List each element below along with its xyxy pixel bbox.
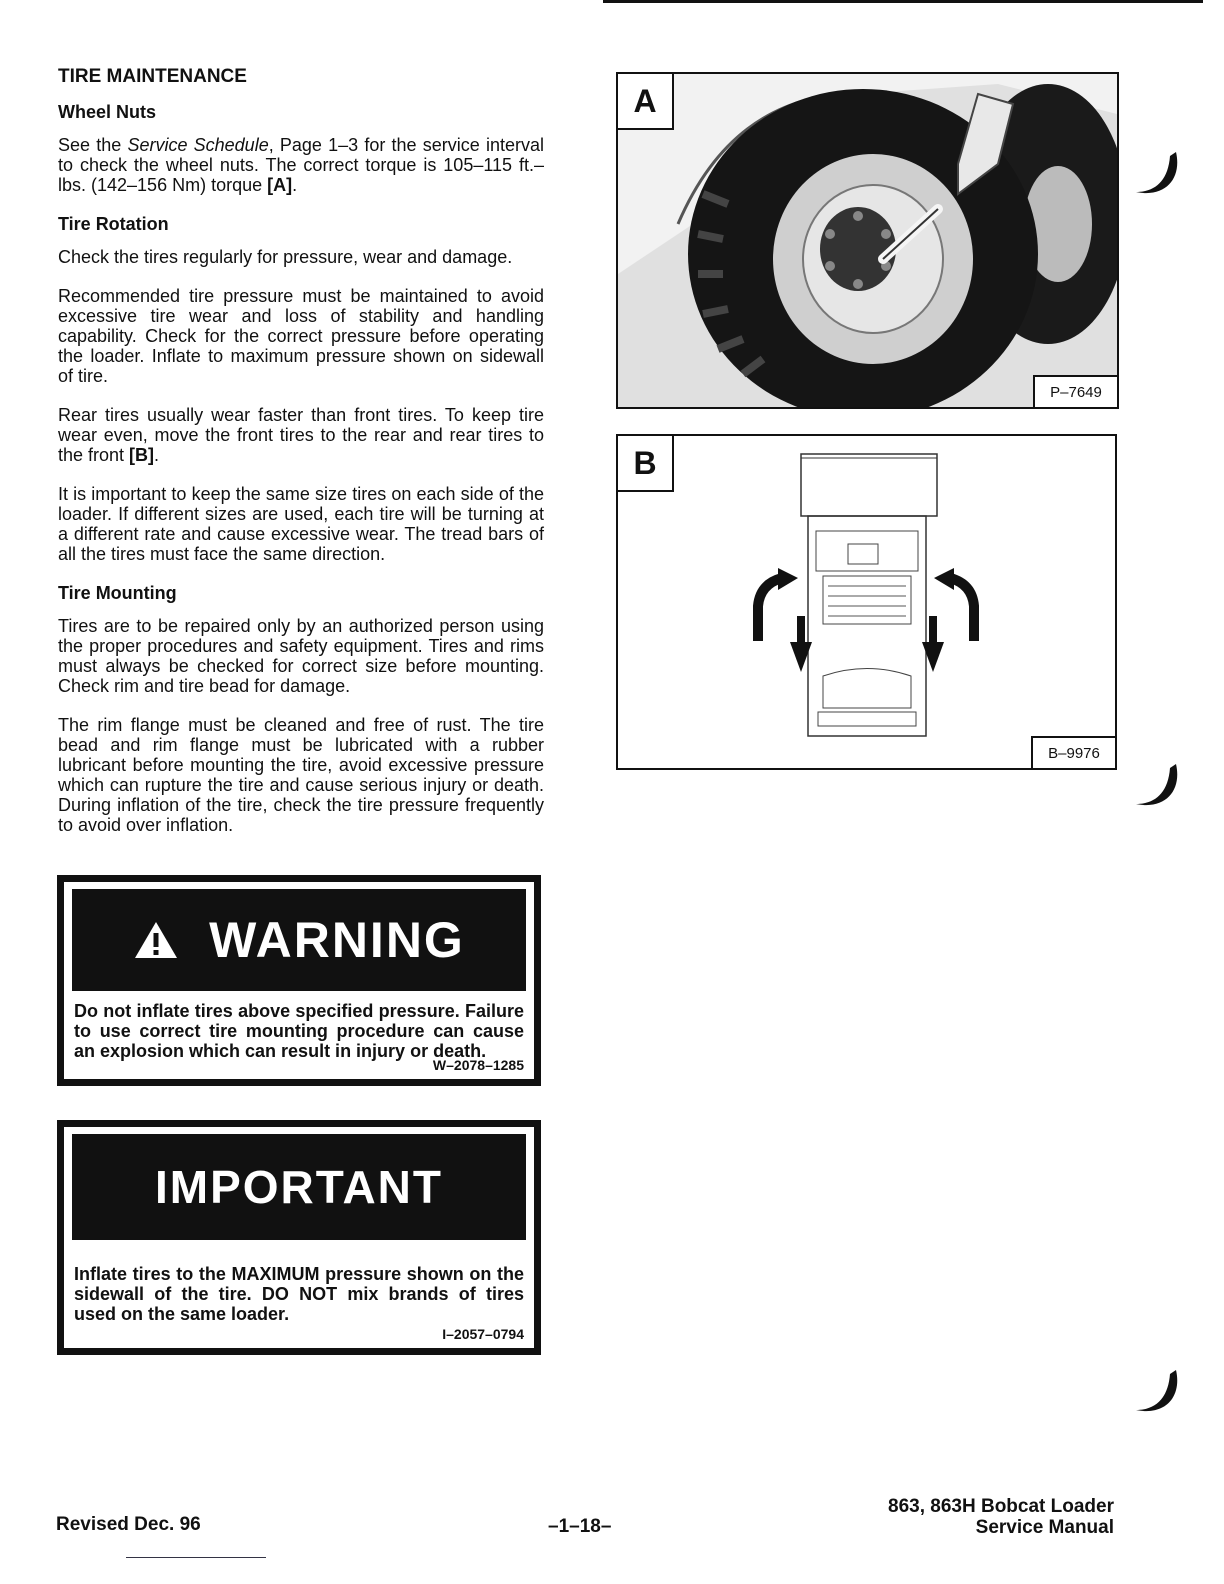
figure-b-code: B–9976 — [1031, 736, 1115, 768]
top-rule — [603, 0, 1203, 3]
page-number: –1–18– — [548, 1516, 612, 1537]
important-header — [72, 1134, 526, 1240]
tire-rotation-diagram — [618, 436, 1115, 768]
section-title: TIRE MAINTENANCE — [58, 66, 247, 87]
footer-revised: Revised Dec. 96 — [56, 1514, 201, 1535]
important-box — [57, 1120, 541, 1355]
footer-manual-title — [888, 1496, 1114, 1538]
figure-ref-a: [A] — [267, 175, 293, 195]
important-title: IMPORTANT — [154, 1161, 443, 1213]
binder-mark-icon — [1130, 148, 1182, 200]
warning-triangle-icon — [133, 920, 179, 960]
binder-mark-icon — [1130, 760, 1182, 812]
tire-mounting-heading: Tire Mounting — [58, 583, 177, 603]
warning-code: W–2078–1285 — [432, 1057, 524, 1073]
tire-rotation-paragraph-1: Check the tires regularly for pressure, wear and damage. — [58, 247, 513, 267]
wheel-nuts-heading: Wheel Nuts — [58, 102, 157, 122]
warning-text: Do not inflate tires above specified pressure. Failure to use correct tire mounting procedure can cause an explosion which can result in injury or death. — [74, 1001, 524, 1061]
binder-mark-icon — [1130, 1366, 1182, 1418]
tire-rotation-heading: Tire Rotation — [58, 214, 169, 234]
warning-title: WARNING — [209, 912, 465, 968]
left-column — [58, 66, 544, 854]
tire-rotation-paragraph-4: It is important to keep the same size tires on each side of the loader. If different sizes are used, each tire will be turning at a different rate and cause excessive wear. The tread bars of all the tires must face the same direction. — [58, 484, 544, 564]
tire-mounting-paragraph-2: The rim flange must be cleaned and free of rust. The tire bead and rim flange must be lubricated with a rubber lubricant before mounting the tire, avoid excessive pressure which can rupture the tire and cause serious injury or death. During inflation of the tire, check the tire pressure frequently to avoid over inflation. — [58, 715, 544, 835]
figure-b-label: B — [618, 436, 674, 492]
figure-b — [616, 434, 1117, 770]
tire-mounting-paragraph-1: Tires are to be repaired only by an authorized person using the proper procedures and safety equipment. Tires and rims must always be checked for correct size before mounting. Check rim and tire bead for damage. — [58, 616, 544, 696]
wheel-nuts-paragraph: See the Service Schedule, Page 1–3 for the service interval to check the wheel nuts. The correct torque is 105–115 ft.–lbs. (142–156 Nm) torque [A]. — [58, 135, 544, 195]
warning-box — [57, 875, 541, 1086]
footer-model: 863, 863H Bobcat Loader — [888, 1496, 1114, 1517]
tire-rotation-paragraph-3: Rear tires usually wear faster than front tires. To keep tire wear even, move the front tires to the rear and rear tires to the front [B]. — [58, 405, 544, 465]
figure-a — [616, 72, 1119, 409]
wheel-nut-photo — [618, 74, 1117, 407]
footer-manual: Service Manual — [975, 1517, 1114, 1538]
bottom-rule — [126, 1557, 266, 1558]
tire-rotation-paragraph-2: Recommended tire pressure must be maintained to avoid excessive tire wear and loss of stability and handling capability. Check for the correct pressure before operating the loader. Inflate to maximum pressure shown on sidewall of tire. — [58, 286, 544, 386]
figure-a-code: P–7649 — [1033, 375, 1117, 407]
figure-ref-b: [B] — [129, 445, 155, 465]
important-text: Inflate tires to the MAXIMUM pressure shown on the sidewall of the tire. DO NOT mix brands of tires used on the same loader. — [74, 1264, 524, 1324]
important-code: I–2057–0794 — [442, 1326, 524, 1342]
warning-header — [72, 889, 526, 991]
figure-a-label: A — [618, 74, 674, 130]
